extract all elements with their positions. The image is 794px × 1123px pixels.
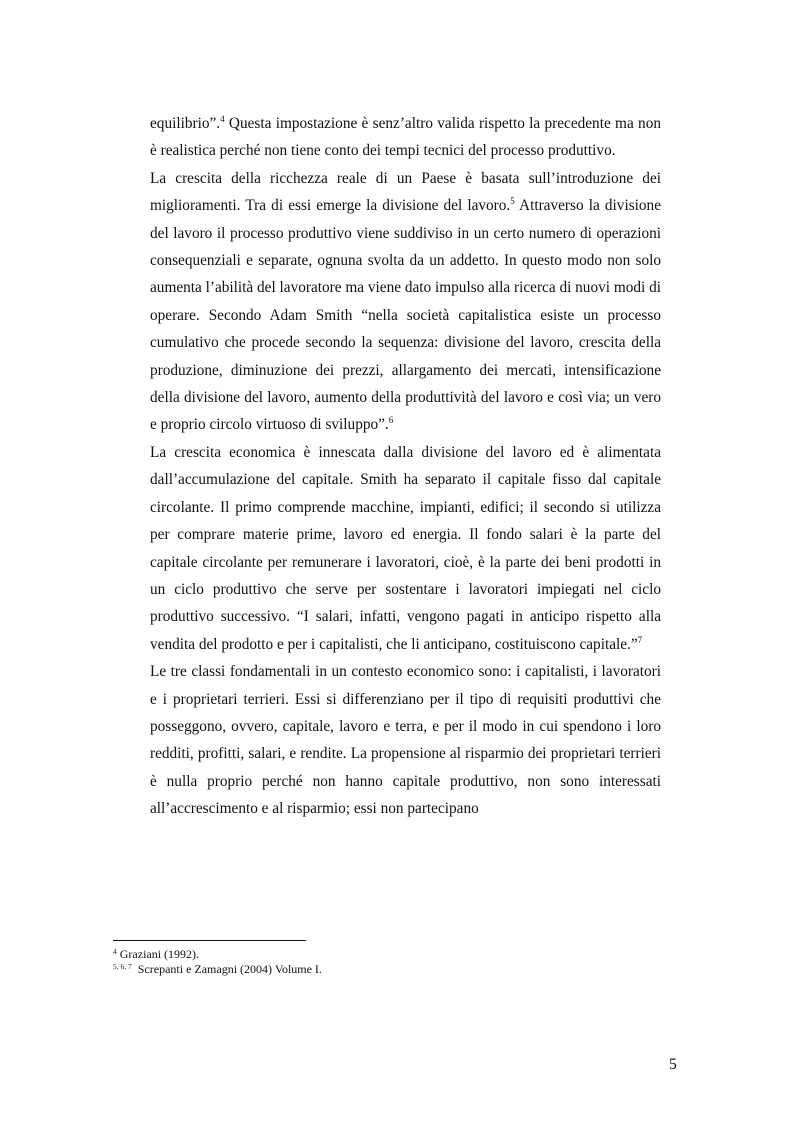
- paragraph-1: [150, 110, 661, 165]
- paragraph-3: [150, 439, 661, 658]
- text-run: equilibrio”.: [150, 115, 221, 132]
- paragraph-2: [150, 165, 661, 439]
- paragraph-4: [150, 658, 661, 822]
- footnote-text: Graziani (1992).: [116, 947, 200, 961]
- footnote-text: Screpanti e Zamagni (2004) Volume I.: [137, 962, 322, 976]
- footnotes: [113, 947, 673, 977]
- footnote-ref-6: 6: [388, 415, 394, 426]
- footnote-marker: 5, 6, 7: [113, 962, 132, 971]
- footnote-ref-4: 4: [220, 114, 225, 124]
- footnote-5-6-7: [113, 962, 673, 977]
- footnote-ref-5: 5: [510, 196, 515, 207]
- text-run: Questa impostazione è senz’altro valida rispetto la precedente ma non è realistica perché non tiene conto dei tempi tecnici del processo produttivo.: [150, 115, 661, 160]
- text-run: Le tre classi fondamentali in un contesto economico sono: i capitalisti, i lavoratori e i proprietari terrieri. Essi si differenziano per il tipo di requisiti produttivi che posseggono, ovvero, capitale, lavoro e terra, e per il modo in cui spendono i loro redditi, profitti, salari, e rendite. La propensione al risparmio dei proprietari terrieri è nulla proprio perché non hanno capitale produttivo, non sono interessati all’accrescimento e al risparmio; essi non partecipano: [150, 663, 661, 818]
- text-run: La crescita economica è innescata dalla divisione del lavoro ed è alimentata dall’accumulazione del capitale. Smith ha separato il capitale fisso dal capitale circolante. Il primo comprende macchine, impianti, edifici; il secondo si utilizza per comprare materie prime, lavoro ed energia. Il fondo salari è la parte del capitale circolante per remunerare i lavoratori, cioè, è la parte dei beni prodotti in un ciclo produttivo che serve per sostentare i lavoratori impiegati nel ciclo produttivo successivo. “I salari, infatti, vengono pagati in anticipo rispetto alla vendita del prodotto e per i capitalisti, che li anticipano, costituiscono capitale.”: [150, 443, 661, 653]
- main-text: [150, 110, 661, 823]
- text-run: Attraverso la divisione del lavoro il processo produttivo viene suddiviso in un certo numero di operazioni consequenziali e separate, ognuna svolta da un addetto. In questo modo non solo aumenta l’abilità del lavoratore ma viene dato impulso alla ricerca di nuovi modi di operare. Secondo Adam Smith “nella società capitalistica esiste un processo cumulativo che procede secondo la sequenza: divisione del lavoro, crescita della produzione, diminuzione dei prezzi, allargamento dei mercati, intensificazione della divisione del lavoro, aumento della produttività del lavoro e così via; un vero e proprio circolo virtuoso di sviluppo”.: [150, 197, 661, 434]
- footnote-ref-7: 7: [637, 634, 643, 645]
- text-run: La crescita della ricchezza reale di un Paese è basata sull’introduzione dei miglioramenti. Tra di essi emerge la divisione del lavoro.: [150, 169, 661, 215]
- footnote-4: [113, 947, 673, 962]
- footnote-marker: 4: [113, 947, 117, 956]
- footnote-separator: [113, 940, 306, 941]
- page-number: 5: [669, 1056, 677, 1073]
